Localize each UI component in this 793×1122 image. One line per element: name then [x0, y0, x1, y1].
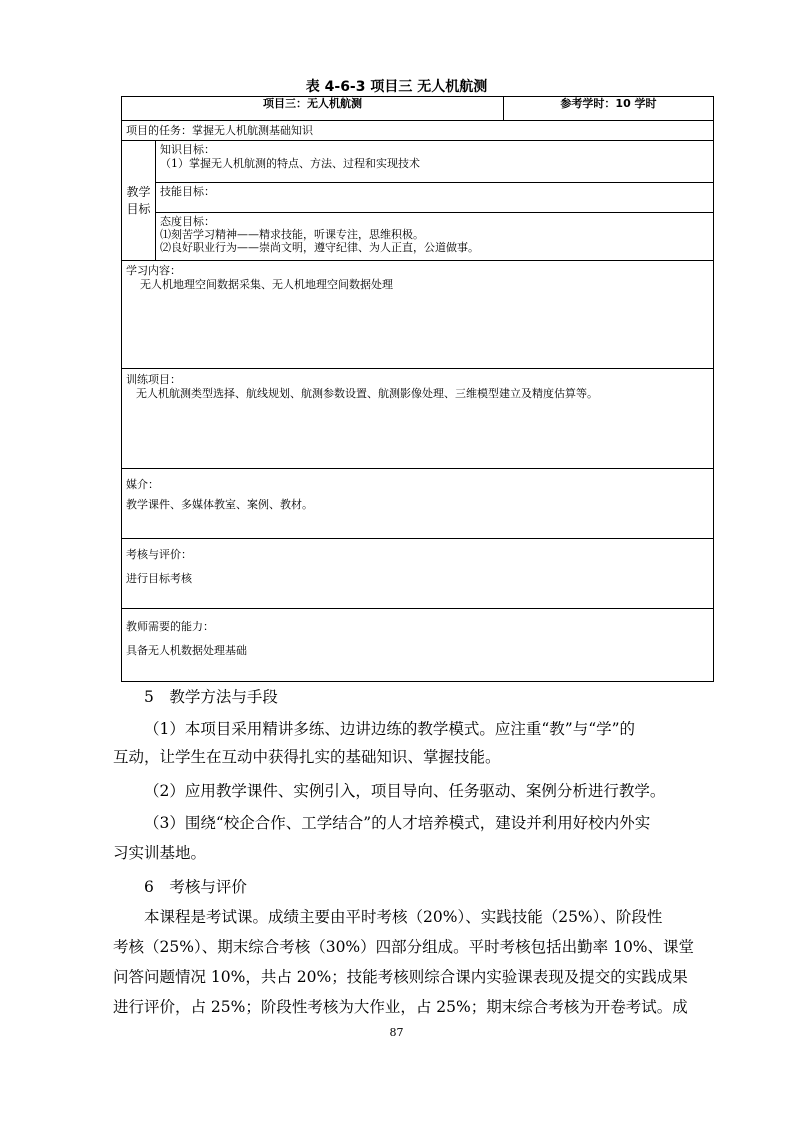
knowledge-goal-row — [122, 141, 714, 183]
goals-label-line1: 教学 — [126, 184, 151, 199]
page-number: 87 — [389, 1026, 404, 1039]
project-plan-table — [121, 96, 714, 682]
teacher-title: 教师需要的能力： — [126, 620, 214, 633]
assessment-row — [122, 539, 714, 609]
section-6-heading: 6 考核与评价 — [144, 878, 247, 896]
media-cell — [122, 469, 714, 539]
media-row — [122, 469, 714, 539]
section-6-line-4: 进行评价，占 25%；阶段性考核为大作业，占 25%；期末综合考核为开卷考试。成 — [113, 998, 688, 1016]
section-5-para-3-line-2: 习实训基地。 — [113, 844, 207, 862]
task-row — [122, 121, 714, 141]
attitude-goal-cell — [156, 213, 714, 261]
content-title: 学习内容： — [126, 264, 181, 277]
teaching-goals-label — [122, 141, 156, 261]
section-5-para-3-line-1: （3）围绕“校企合作、工学结合”的人才培养模式，建设并利用好校内外实 — [144, 814, 651, 832]
section-5-para-2-line-1: （2）应用教学课件、实例引入，项目导向、任务驱动、案例分析进行教学。 — [144, 782, 666, 800]
attitude-item-2: ⑵良好职业行为——崇尚文明，遵守纪律、为人正直，公道做事。 — [160, 241, 479, 254]
section-6-line-2: 考核（25%）、期末综合考核（30%）四部分组成。平时考核包括出勤率 10%、课堂 — [113, 938, 695, 956]
training-text: 无人机航测类型选择、航线规划、航测参数设置、航测影像处理、三维模型建立及精度估算等。 — [136, 387, 598, 400]
training-title: 训练项目： — [126, 373, 181, 386]
assessment-title: 考核与评价： — [126, 548, 192, 561]
section-5-heading: 5 教学方法与手段 — [144, 688, 278, 706]
media-title: 媒介： — [126, 478, 159, 491]
training-row — [122, 369, 714, 469]
attitude-item-1: ⑴刻苦学习精神——精求技能，听课专注，思维积极。 — [160, 228, 424, 241]
teacher-row — [122, 609, 714, 682]
training-cell — [122, 369, 714, 469]
skill-goal-cell: 技能目标： — [156, 183, 714, 213]
knowledge-goal-title: 知识目标： — [160, 143, 215, 156]
section-5-para-1-line-2: 互动，让学生在互动中获得扎实的基础知识、掌握技能。 — [113, 748, 501, 766]
attitude-goal-title: 态度目标： — [160, 215, 215, 228]
skill-goal-row — [122, 183, 714, 213]
knowledge-goal-item: （1）掌握无人机航测的特点、方法、过程和实现技术 — [160, 157, 420, 170]
task-cell: 项目的任务：掌握无人机航测基础知识 — [122, 121, 714, 141]
teacher-cell — [122, 609, 714, 682]
section-5-para-1-line-1: （1）本项目采用精讲多练、边讲边练的教学模式。应注重“教”与“学”的 — [144, 720, 636, 738]
ref-hours-cell: 参考学时：10 学时 — [504, 97, 714, 121]
knowledge-goal-cell — [156, 141, 714, 183]
section-6-line-3: 问答问题情况 10%，共占 20%；技能考核则综合课内实验课表现及提交的实践成果 — [113, 968, 688, 986]
attitude-goal-row — [122, 213, 714, 261]
goals-label-line2: 目标 — [126, 201, 151, 216]
assessment-cell — [122, 539, 714, 609]
assessment-text: 进行目标考核 — [126, 572, 192, 585]
section-6-line-1: 本课程是考试课。成绩主要由平时考核（20%）、实践技能（25%）、阶段性 — [144, 908, 663, 926]
media-text: 教学课件、多媒体教室、案例、教材。 — [126, 498, 313, 511]
project-title-cell: 项目三：无人机航测 — [122, 97, 504, 121]
content-text: 无人机地理空间数据采集、无人机地理空间数据处理 — [140, 278, 393, 291]
content-cell — [122, 261, 714, 369]
table-caption: 表 4-6-3 项目三 无人机航测 — [305, 79, 488, 95]
table-header-row — [122, 97, 714, 121]
teacher-text: 具备无人机数据处理基础 — [126, 644, 247, 657]
content-row — [122, 261, 714, 369]
